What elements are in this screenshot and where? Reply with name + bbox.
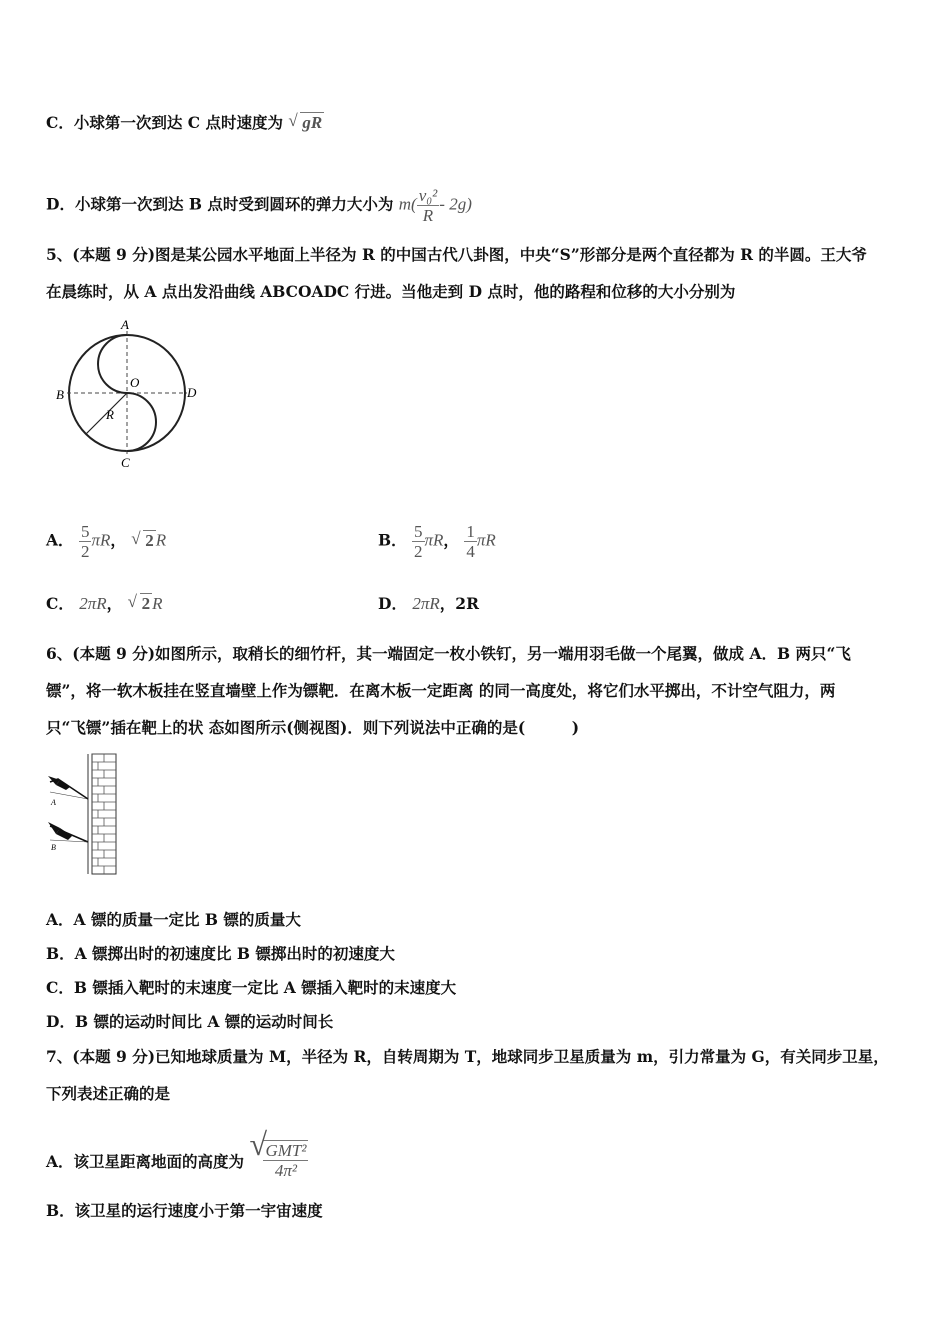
sqrt-radicand: 2 [141,594,151,613]
q7-stem [46,1038,912,1112]
frac-numerator: v₀² [418,186,438,205]
math-tail: R [152,594,163,613]
option-text: 该卫星距离地面的高度为 [73,1151,245,1171]
label-R: R [106,407,114,422]
q6-stem-line3: 只“飞镖”插在靶上的状 态如图所示(侧视图)．则下列说法中正确的是( ) [46,718,580,737]
answer-value: 2R [455,594,479,613]
option-label: A． [46,1151,74,1171]
option-label: D． [46,1012,75,1031]
q6-stem-line2: 镖”，将一软木板挂在竖直墙壁上作为镖靶．在离木板一定距离 的同一高度处，将它们水平掷出，不计空气阻力，两 [46,681,836,700]
option-label: D． [46,194,75,214]
option-text: B 镖的运动时间比 A 镖的运动时间长 [74,1012,334,1031]
option-label: B． [46,1201,75,1220]
q5-stem [46,236,912,310]
dart-label-b: B [51,843,56,852]
math-expression: 2πR [79,594,107,613]
math-tail: πR [476,530,496,550]
bagua-figure [50,315,210,475]
frac-denominator: 4π² [263,1160,308,1180]
option-text: 小球第一次到达 B 点时受到圆环的弹力大小为 [74,194,394,214]
q6-option-b [46,944,395,964]
q5-stem-line2: 在晨练时，从 A 点出发沿曲线 ABCOADC 行进。当他走到 D 点时，他的路程和位移的大小分别为 [46,282,736,301]
separator: ， [110,530,126,550]
label-C: C [121,455,130,470]
math-tail: πR [424,530,444,550]
option-text: A 镖掷出时的初速度比 B 镖掷出时的初速度大 [74,944,395,963]
frac-numerator: 5 [80,522,90,541]
option-text: B 镖插入靶时的末速度一定比 A 镖插入靶时的末速度大 [73,978,457,997]
frac-numerator: 1 [466,522,475,541]
q6-option-a [46,910,301,930]
label-A: A [121,317,129,332]
sqrt-radicand: 2 [145,530,154,550]
q4-option-c [46,113,324,133]
frac-numerator: 5 [414,522,423,541]
question-number: 6、 [46,644,73,663]
q7-stem-line1: 7、(本题 9 分)已知地球质量为 M，半径为 R，自转周期为 T，地球同步卫星质量为 m，引力常量为 G，有关同步卫星， [46,1047,889,1066]
math-tail: πR [91,530,111,550]
frac-denominator: 2 [414,542,423,561]
q5-option-a [46,522,166,561]
q5-option-b [378,522,496,561]
fraction [263,1140,308,1180]
dart-label-a: A [51,798,56,807]
option-label: A． [46,530,74,550]
option-text: A 镖的质量一定比 B 镖的质量大 [73,910,301,929]
sqrt-expression: √ gR [288,111,323,132]
q6-stem [46,635,912,746]
math-tail: - 2g) [439,194,472,214]
q5-option-c [46,594,162,614]
option-label: B． [46,944,75,963]
option-label: C． [46,978,74,997]
option-label: B． [378,530,407,550]
separator: ， [443,530,459,550]
sqrt-expression: √ 2 [127,592,151,613]
q4-option-d [46,186,472,225]
q7-option-a [46,1126,308,1180]
sqrt-expression: √ $\frac{\text{GMT²}}{\text{4π²}}$ [249,1126,307,1180]
option-label: A． [46,910,74,929]
separator: ， [439,594,456,613]
option-label: C． [46,594,74,613]
q7-stem-line2: 下列表述正确的是 [46,1084,171,1103]
frac-numerator: GMT² [265,1141,307,1160]
math-m: m( [398,194,417,214]
option-label: D． [378,594,407,613]
q7-option-b [46,1201,323,1221]
frac-denominator: 4 [466,542,475,561]
math-expression: 2πR [412,594,440,613]
option-label: C． [46,113,74,132]
frac-denominator: R [417,205,440,225]
question-number: 5、 [46,245,73,264]
q5-stem-line1: 5、(本题 9 分)图是某公园水平地面上半径为 R 的中国古代八卦图，中央“S”形部分是两个直径都为 R 的半圆。王大爷 [46,245,867,264]
darts-figure [46,752,120,876]
q5-option-d [378,594,479,614]
question-number: 7、 [46,1047,73,1066]
separator: ， [106,594,123,613]
sqrt-expression: √ 2 [131,528,154,550]
label-D: D [187,385,197,400]
sqrt-radicand: gR [302,113,323,132]
math-tail: R [155,530,167,550]
fraction [79,522,92,561]
frac-denominator: 2 [80,542,90,561]
label-O: O [130,375,140,390]
option-text: 小球第一次到达 C 点时速度为 [73,113,283,132]
q6-option-c [46,978,456,998]
fraction [412,522,425,561]
q6-option-d [46,1012,333,1032]
q6-stem-line1: 6、(本题 9 分)如图所示，取稍长的细竹杆，其一端固定一枚小铁钉，另一端用羽毛做一个尾翼，做成 A．B 两只“飞 [46,644,851,663]
fraction [417,186,440,225]
fraction [464,522,477,561]
option-text: 该卫星的运行速度小于第一宇宙速度 [74,1201,323,1220]
label-B: B [56,387,64,402]
